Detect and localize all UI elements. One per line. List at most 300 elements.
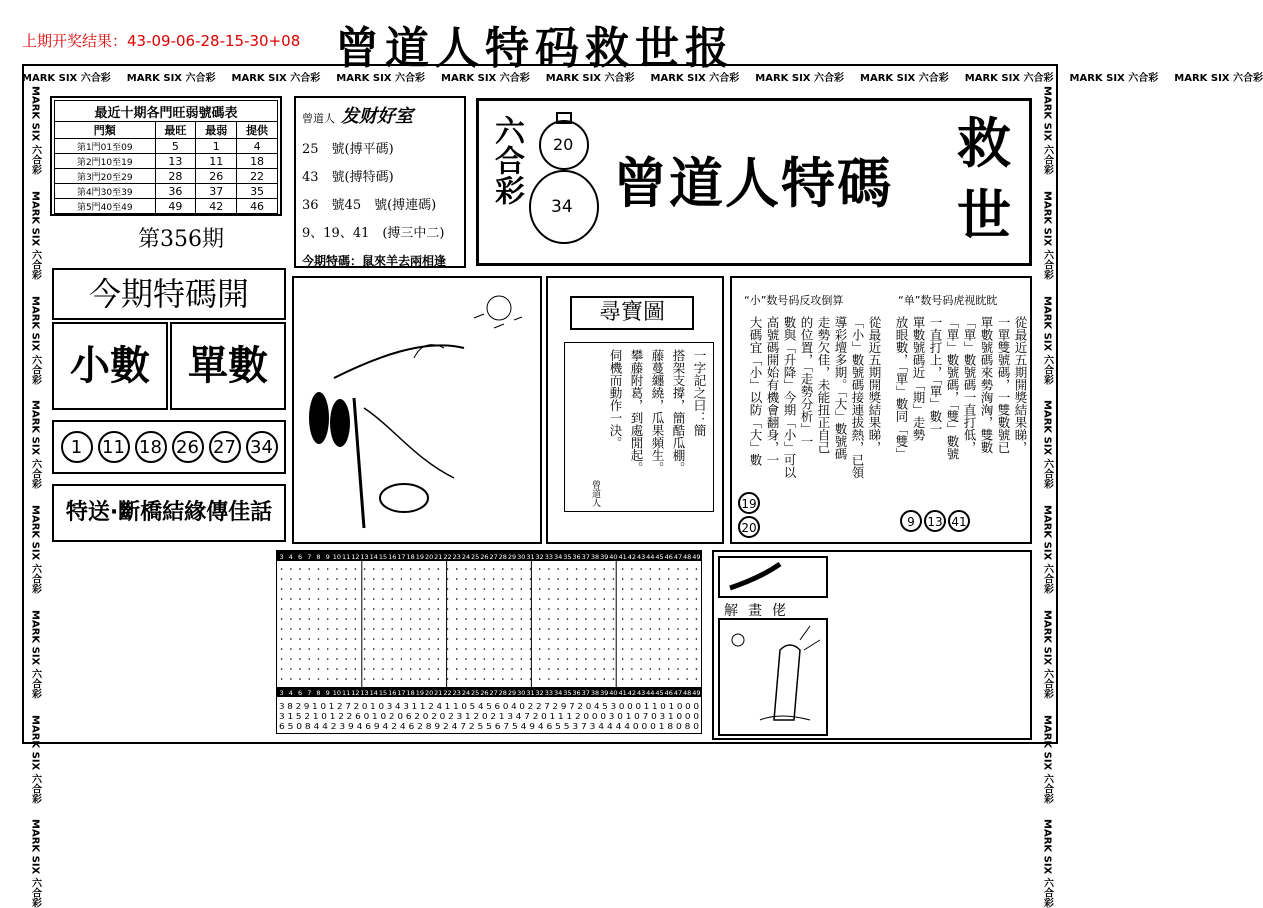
grid-dot [327, 658, 329, 660]
grid-dot [520, 608, 522, 610]
grid-dot [567, 658, 569, 660]
grid-dot [428, 658, 430, 660]
grid-dot [603, 578, 605, 580]
grid-dot [382, 678, 384, 680]
grid-dot [696, 648, 698, 650]
grid-dot [465, 568, 467, 570]
grid-dot [511, 578, 513, 580]
single-number-label: 單數 [170, 322, 286, 410]
grid-dot [557, 588, 559, 590]
grid-dot [373, 628, 375, 630]
grid-dot [567, 668, 569, 670]
article-column: 從最近五期開獎結果睇， [867, 316, 882, 454]
grid-dot [677, 638, 679, 640]
grid-dot [493, 608, 495, 610]
grid-dot [456, 598, 458, 600]
tip-line: 43 號(搏特碼) [302, 170, 394, 185]
grid-dot [631, 678, 633, 680]
grid-dot [511, 668, 513, 670]
grid-dot [585, 638, 587, 640]
grid-header-number: 38 [590, 553, 600, 561]
grid-header-number: 36 [572, 553, 581, 561]
article-column: 走勢欠佳，未能扭正自己 [816, 316, 831, 454]
grid-footer-number: 3 [279, 689, 284, 697]
grid-dot [640, 608, 642, 610]
grid-dot [686, 628, 688, 630]
grid-footer-number: 9 [325, 689, 330, 697]
grid-dot [576, 618, 578, 620]
grid-dot [299, 618, 301, 620]
grid-dot [336, 608, 338, 610]
grid-dot [484, 588, 486, 590]
grid-dot [419, 678, 421, 680]
circle-number: 41 [948, 510, 970, 532]
grid-dot [373, 668, 375, 670]
grid-dot [382, 658, 384, 660]
grid-dot [336, 658, 338, 660]
grid-dot [539, 568, 541, 570]
grid-dot [474, 658, 476, 660]
grid-dot [327, 608, 329, 610]
grid-dot [281, 618, 283, 620]
border-tag: MARK SIX 六合彩 [1041, 609, 1053, 699]
grid-dot [493, 578, 495, 580]
grid-dot [308, 588, 310, 590]
grid-dot [419, 638, 421, 640]
grid-dot [576, 678, 578, 680]
grid-dot [520, 588, 522, 590]
grid-footer-number: 19 [415, 689, 425, 697]
grid-dot [594, 578, 596, 580]
grid-dot [474, 618, 476, 620]
give-cell: 22 [237, 169, 278, 184]
grid-dot [345, 578, 347, 580]
grid-header-number: 12 [351, 553, 360, 561]
grid-footer-number: 46 [664, 689, 673, 697]
grid-dot [308, 628, 310, 630]
border-tag: MARK SIX 六合彩 [29, 295, 41, 385]
grid-header-number: 6 [297, 553, 303, 561]
grid-dot [640, 648, 642, 650]
grid-dot [548, 588, 550, 590]
grid-dot [474, 578, 476, 580]
grid-dot [456, 588, 458, 590]
rank-table [50, 96, 282, 216]
grid-header-number: 9 [325, 553, 330, 561]
grid-dot [557, 608, 559, 610]
grid-dot [696, 598, 698, 600]
article-column: 「單」數號碼一直打低， [962, 316, 977, 454]
grid-header-number: 7 [307, 553, 312, 561]
grid-dot [548, 678, 550, 680]
grid-dot [364, 578, 366, 580]
grid-header-number: 46 [664, 553, 673, 561]
grid-dot [456, 608, 458, 610]
circle-number: 9 [900, 510, 922, 532]
grid-dot [640, 678, 642, 680]
grid-dot [336, 618, 338, 620]
grid-dot [502, 658, 504, 660]
grid-dot [650, 638, 652, 640]
grid-dot [650, 578, 652, 580]
grid-header-number: 3 [279, 553, 284, 561]
number-ball: 18 [135, 431, 167, 463]
grid-dot [465, 608, 467, 610]
grid-dot [502, 608, 504, 610]
poem-column: 搭架支撐，簡酷瓜棚。 [671, 349, 686, 474]
grid-dot [299, 568, 301, 570]
grid-dot [336, 668, 338, 670]
grid-dot [336, 648, 338, 650]
grid-dot [364, 638, 366, 640]
grid-dot [668, 648, 670, 650]
grid-dot [539, 598, 541, 600]
grid-dot [576, 588, 578, 590]
grid-dot [548, 598, 550, 600]
give-cell: 4 [237, 139, 278, 154]
border-tag: MARK SIX 六合彩 [1041, 819, 1053, 908]
grid-dot [631, 648, 633, 650]
grid-dot [382, 648, 384, 650]
grid-dot [548, 608, 550, 610]
border-tag: MARK SIX 六合彩 [964, 72, 1054, 84]
grid-footer-number: 16 [388, 689, 397, 697]
poem-column: 藤蔓纏繞，瓜果頻生。 [650, 349, 665, 474]
article-column: 一直打上，「單」數一 [928, 316, 943, 435]
grid-dot [622, 578, 624, 580]
grid-dot [576, 658, 578, 660]
grid-dot [345, 598, 347, 600]
grid-header-number: 47 [673, 553, 683, 561]
grid-dot [327, 618, 329, 620]
grid-dot [696, 588, 698, 590]
newspaper-title: 曾道人特码救世报 [335, 23, 735, 74]
grid-header-number: 16 [388, 553, 397, 561]
grid-dot [548, 578, 550, 580]
grid-dot [281, 658, 283, 660]
article-column: 從最近五期開獎結果睇， [1013, 316, 1028, 454]
article-column: 「小」數號碼接連拔熱，已領 [850, 316, 865, 479]
grid-dot [677, 668, 679, 670]
grid-dot [327, 578, 329, 580]
grid-dot [539, 668, 541, 670]
grid-dot [493, 658, 495, 660]
grid-dot [594, 588, 596, 590]
grid-dot [696, 578, 698, 580]
grid-dot [308, 598, 310, 600]
grid-footer-number: 8 [316, 689, 321, 697]
grid-dot [355, 618, 357, 620]
hot-cell: 49 [155, 199, 196, 214]
grid-dot [456, 678, 458, 680]
grid-dot [668, 658, 670, 660]
grid-dot [585, 658, 587, 660]
grid-dot [511, 658, 513, 660]
grid-dot [391, 588, 393, 590]
grid-dot [677, 578, 679, 580]
poem-column: 伺機而動作一決。 [608, 349, 623, 449]
grid-dot [318, 678, 320, 680]
grid-dot [640, 638, 642, 640]
grid-dot [355, 588, 357, 590]
grid-dot [308, 668, 310, 670]
grid-dot [603, 608, 605, 610]
grid-header-number: 43 [636, 553, 646, 561]
grid-dot [438, 568, 440, 570]
ball-number-bottom: 34 [551, 197, 573, 217]
grid-dot [428, 678, 430, 680]
grid-dot [290, 598, 292, 600]
grid-dot [355, 678, 357, 680]
grid-header-number: 13 [360, 553, 369, 561]
grid-dot [520, 638, 522, 640]
grid-dot [355, 648, 357, 650]
grid-header-number: 34 [553, 553, 563, 561]
grid-dot [318, 568, 320, 570]
border-tag: MARK SIX 六合彩 [29, 86, 41, 175]
border-tag: MARK SIX 六合彩 [1041, 714, 1053, 804]
grid-dot [650, 648, 652, 650]
article-column: 高號碼開始有機會翻身，一 [765, 316, 780, 466]
grid-dot [659, 648, 661, 650]
grid-dot [585, 588, 587, 590]
cold-cell: 1 [196, 139, 237, 154]
grid-dot [391, 568, 393, 570]
grid-dot [659, 568, 661, 570]
grid-dot [650, 608, 652, 610]
grid-dot [438, 678, 440, 680]
grid-dot [465, 658, 467, 660]
grid-dot [438, 588, 440, 590]
grid-dot [465, 628, 467, 630]
grid-dot [520, 628, 522, 630]
grid-dot [327, 598, 329, 600]
grid-dot [622, 598, 624, 600]
grid-dot [345, 648, 347, 650]
grid-dot [355, 568, 357, 570]
grid-dot [373, 608, 375, 610]
grid-dot [576, 638, 578, 640]
grid-dot [686, 618, 688, 620]
grid-dot [382, 638, 384, 640]
grid-dot [622, 608, 624, 610]
grid-dot [696, 628, 698, 630]
grid-dot [594, 668, 596, 670]
grid-dot [456, 658, 458, 660]
grid-header-number: 33 [544, 553, 554, 561]
grid-dot [539, 578, 541, 580]
grid-footer-number: 15 [378, 689, 388, 697]
cold-cell: 11 [196, 154, 237, 169]
grid-header-number: 22 [443, 553, 452, 561]
grid-footer-number: 11 [341, 689, 351, 697]
grid-header-number: 10 [332, 553, 342, 561]
grid-header-number: 15 [378, 553, 388, 561]
grid-dot [299, 578, 301, 580]
grid-dot [299, 668, 301, 670]
col-header: 提供 [237, 122, 278, 139]
grid-dot [465, 578, 467, 580]
border-tag: MARK SIX 六合彩 [29, 609, 41, 699]
grid-dot [327, 678, 329, 680]
grid-header-number: 24 [461, 553, 471, 561]
grid-dot [391, 668, 393, 670]
grid-dot [364, 648, 366, 650]
grid-dot [576, 568, 578, 570]
cold-cell: 37 [196, 184, 237, 199]
grid-dot [308, 578, 310, 580]
grid-dot [438, 628, 440, 630]
grid-dot [502, 598, 504, 600]
grid-dot [650, 598, 652, 600]
grid-dot [640, 598, 642, 600]
border-tag: MARK SIX 六合彩 [1174, 72, 1263, 84]
grid-dot [650, 668, 652, 670]
grid-dot [613, 678, 615, 680]
grid-dot [290, 608, 292, 610]
grid-dot [557, 678, 559, 680]
grid-dot [419, 588, 421, 590]
grid-dot [548, 568, 550, 570]
grid-dot [355, 608, 357, 610]
grid-dot [447, 598, 449, 600]
table-row [55, 184, 278, 199]
grid-dot [631, 628, 633, 630]
grid-dot [281, 648, 283, 650]
grid-dot [557, 668, 559, 670]
grid-dot [290, 628, 292, 630]
grid-dot [410, 578, 412, 580]
grid-footer-number: 7 [307, 689, 312, 697]
grid-dot [493, 618, 495, 620]
grid-dot [428, 668, 430, 670]
grid-dot [530, 608, 532, 610]
grid-dot [465, 638, 467, 640]
border-tag: MARK SIX 六合彩 [29, 714, 41, 804]
border-tag: MARK SIX 六合彩 [336, 72, 425, 84]
grid-dot [650, 618, 652, 620]
grid-dot [557, 618, 559, 620]
door-cell: 第3門20至29 [55, 169, 156, 184]
grid-dot [299, 598, 301, 600]
grid-dot [290, 568, 292, 570]
grid-footer-number: 21 [434, 689, 443, 697]
tips-heading: 发财好室 [341, 106, 413, 127]
grid-dot [382, 578, 384, 580]
article-column: 放眼數，「單」數同「雙」 [894, 316, 909, 460]
grid-dot [567, 578, 569, 580]
grid-dot [410, 638, 412, 640]
grid-dot [373, 678, 375, 680]
grid-dot [511, 618, 513, 620]
door-cell: 第2門10至19 [55, 154, 156, 169]
grid-dot [603, 618, 605, 620]
grid-dot [318, 598, 320, 600]
grid-dot [594, 678, 596, 680]
grid-dot [668, 568, 670, 570]
grid-dot [391, 658, 393, 660]
grid-dot [299, 678, 301, 680]
grid-dot [465, 678, 467, 680]
grid-dot [391, 648, 393, 650]
border-tag: MARK SIX 六合彩 [1041, 505, 1053, 594]
grid-dot [428, 618, 430, 620]
grid-header-number: 35 [563, 553, 572, 561]
grid-dot [355, 598, 357, 600]
grid-footer-number: 25 [471, 689, 480, 697]
grid-dot [484, 678, 486, 680]
tip-line: 25 號(搏平碼) [302, 142, 394, 157]
grid-dot [650, 678, 652, 680]
grid-dot [668, 578, 670, 580]
grid-footer-number: 38 [590, 689, 600, 697]
grid-dot [493, 678, 495, 680]
grid-footer-number: 31 [526, 689, 535, 697]
grid-dot [456, 568, 458, 570]
grid-dot [557, 658, 559, 660]
grid-dot [594, 608, 596, 610]
grid-dot [281, 588, 283, 590]
border-tag: MARK SIX 六合彩 [441, 72, 530, 84]
grid-dot [530, 668, 532, 670]
grid-dot [447, 628, 449, 630]
grid-dot [576, 598, 578, 600]
grid-dot [290, 658, 292, 660]
grid-dot [585, 568, 587, 570]
grid-dot [631, 588, 633, 590]
grid-dot [447, 578, 449, 580]
logo-box [476, 98, 1032, 266]
grid-dot [438, 648, 440, 650]
grid-dot [659, 678, 661, 680]
grid-footer-number: 23 [452, 689, 461, 697]
grid-header-number: 19 [415, 553, 425, 561]
grid-header-number: 45 [655, 553, 664, 561]
grid-footer-number: 28 [498, 689, 507, 697]
grid-dot [391, 628, 393, 630]
grid-dot [447, 638, 449, 640]
give-cell: 18 [237, 154, 278, 169]
border-tag: MARK SIX 六合彩 [1041, 400, 1053, 489]
grid-dot [428, 628, 430, 630]
grid-dot [364, 628, 366, 630]
grid-dot [281, 638, 283, 640]
border-tag: MARK SIX 六合彩 [650, 72, 740, 84]
grid-dot [364, 608, 366, 610]
grid-dot [539, 618, 541, 620]
picture-box [712, 550, 1032, 740]
grid-dot [576, 578, 578, 580]
grid-dot [585, 598, 587, 600]
grid-dot [364, 618, 366, 620]
grid-footer-number: 20 [424, 689, 434, 697]
grid-dot [438, 668, 440, 670]
right-article [894, 316, 1028, 512]
grid-footer-number: 43 [636, 689, 646, 697]
grid-footer-row: 3 1 5 2 1 0 1 2 2 6 0 1 0 2 0 6 2 0 2 0 2 3 1 2 0 2 1 3 4 7 2 0 1 1 1 2 0 0 0 3 0 1 0 7 0 3 1 0 0 0 [279, 712, 700, 721]
grid-dot [659, 608, 661, 610]
grid-dot [613, 568, 615, 570]
grid-dot [465, 598, 467, 600]
grid-dot [438, 598, 440, 600]
drawing-box [292, 276, 542, 544]
grid-dot [447, 608, 449, 610]
grid-dot [428, 588, 430, 590]
grid-dot [530, 598, 532, 600]
article-column: 單數號碼近「期」走勢 [911, 316, 926, 441]
circle-number: 19 [738, 492, 760, 514]
grid-dot [557, 598, 559, 600]
